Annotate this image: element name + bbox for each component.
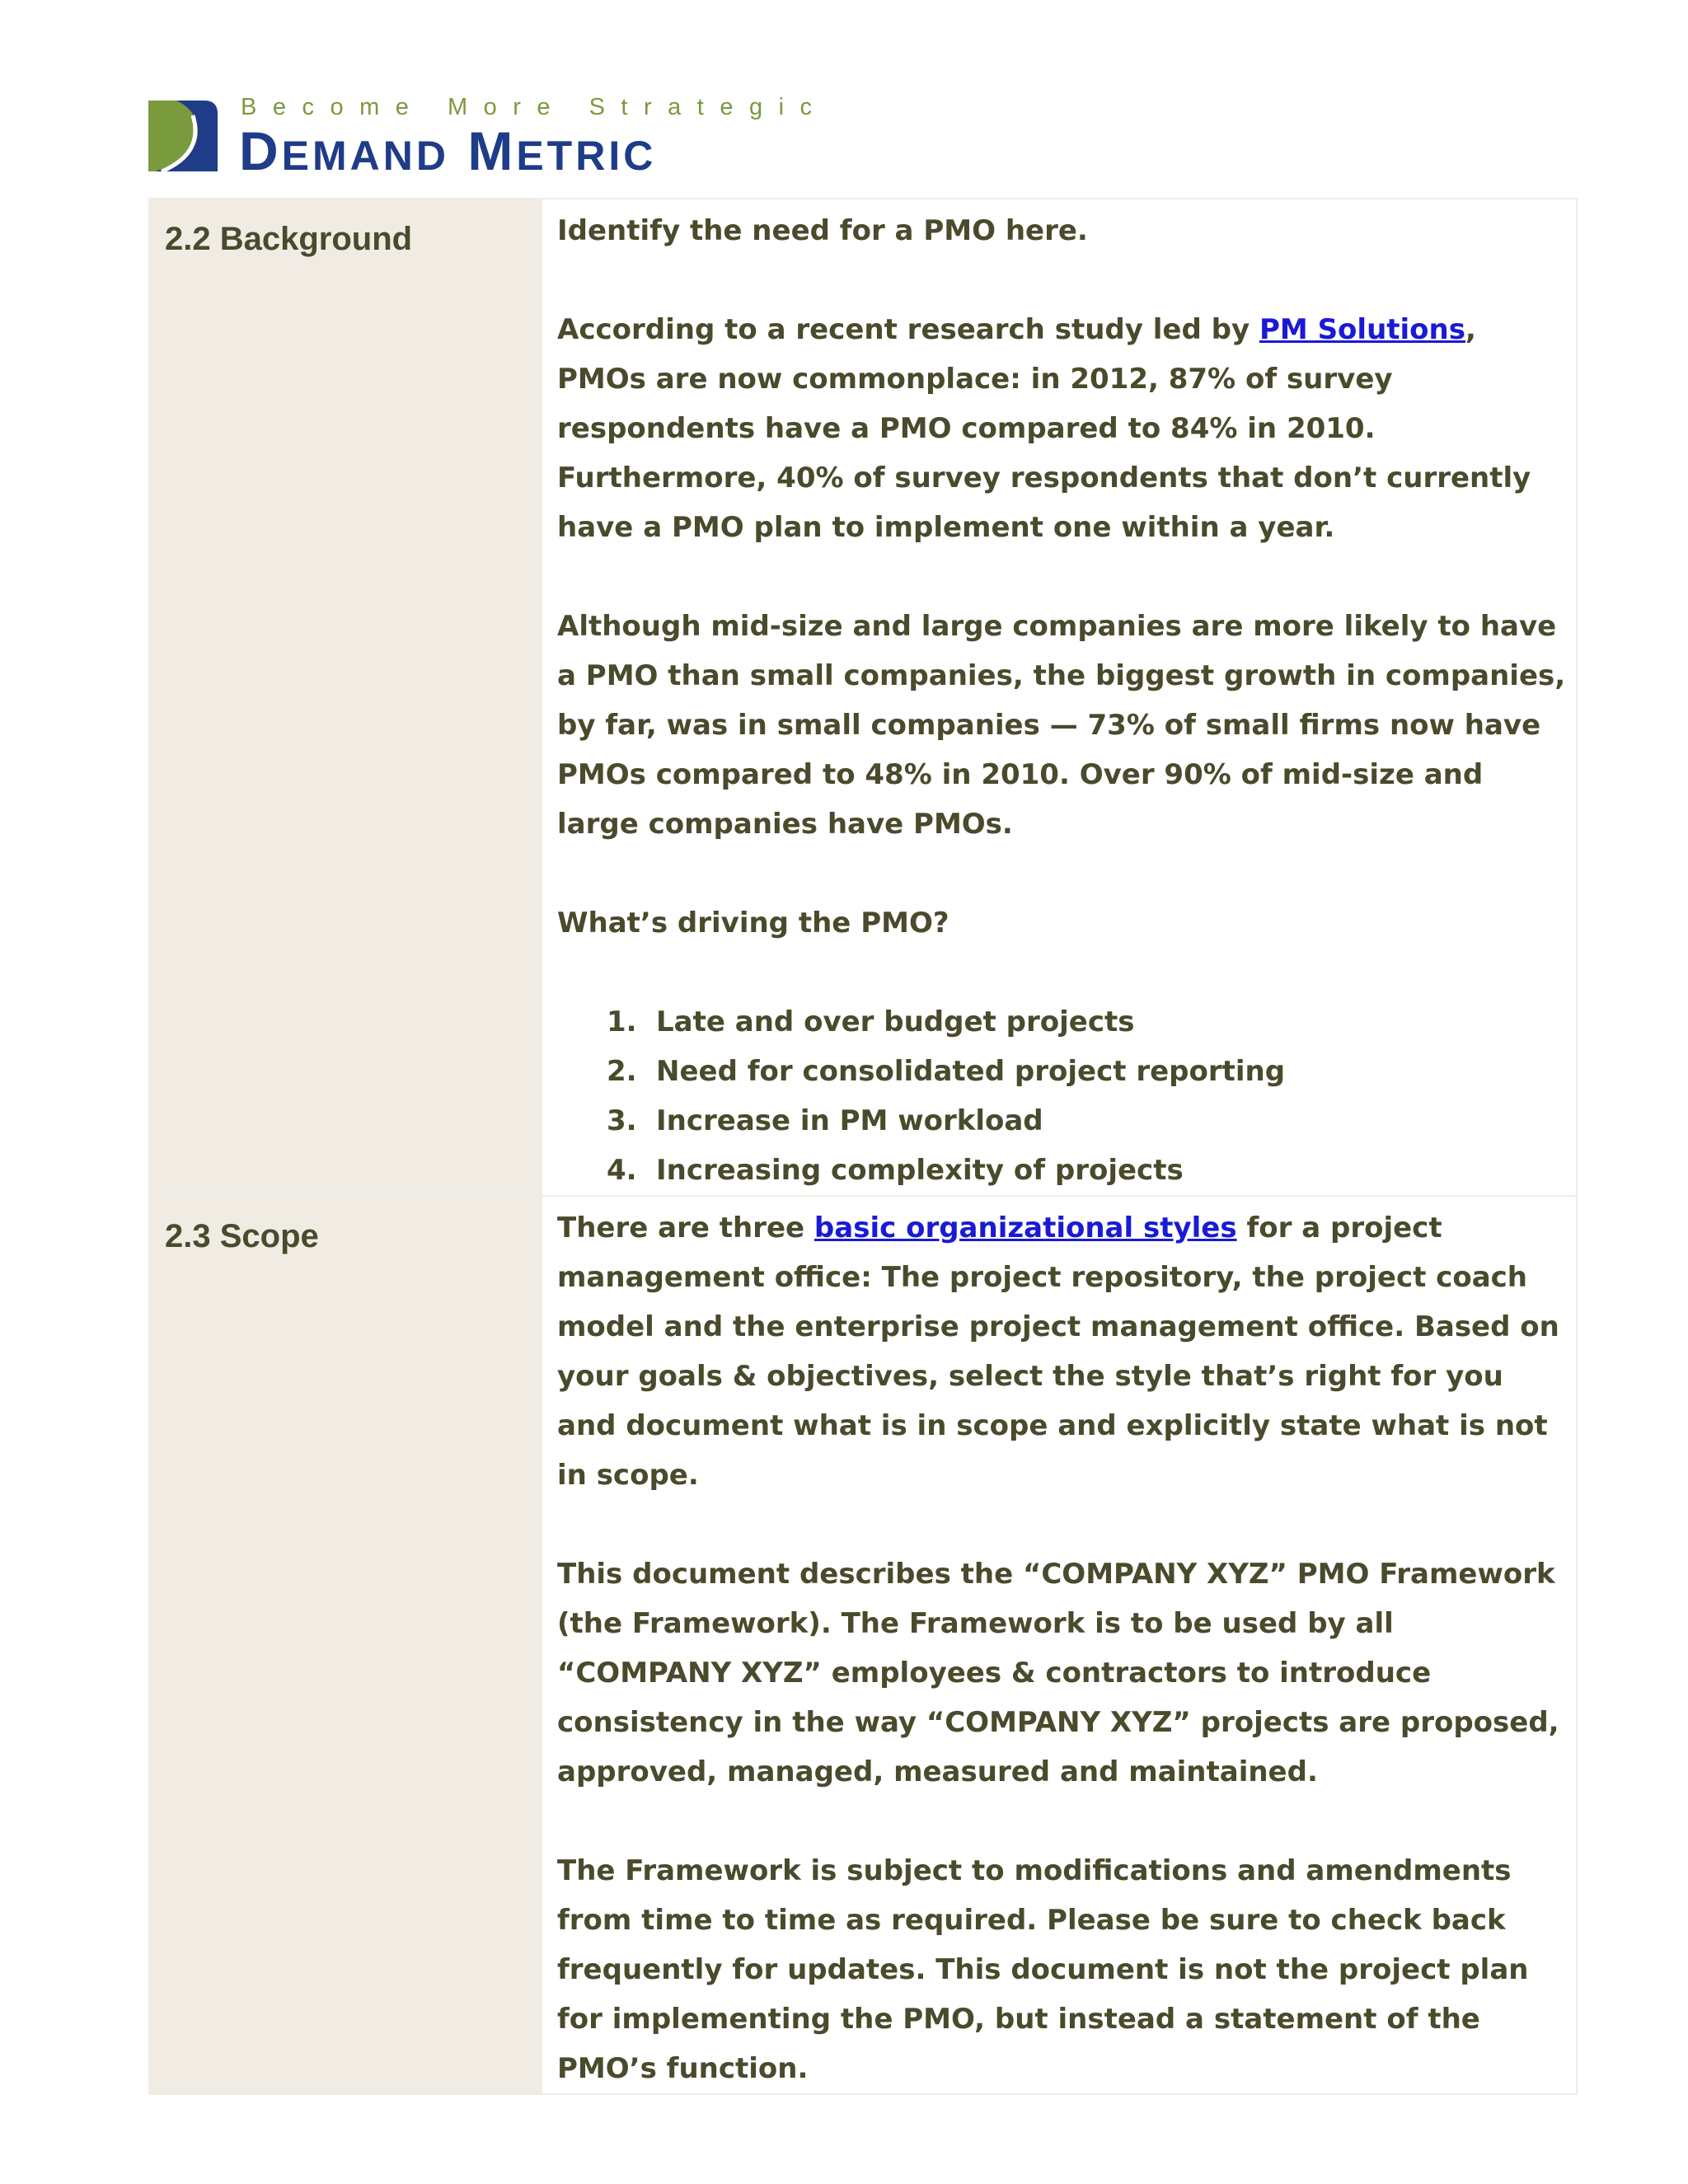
- list-item: 1. Late and over budget projects: [607, 1005, 1135, 1038]
- background-paragraph-2: Although mid-size and large companies are more likely to have a PMO than small companies, the biggest growth in companies, by far, was in small companies — 73% of small firms now have PMOs compared to 48% in 2010. Over 90% of mid-size and large companies have PMOs.: [557, 610, 1566, 841]
- scope-label-cell: [149, 1196, 542, 2094]
- scope-paragraph-3: The Framework is subject to modifications and amendments from time to time as required. Please be sure to check back frequently for updates. This document is not the project plan for implementing the PMO, but instead a statement of the PMO’s function.: [557, 1854, 1529, 2085]
- scope-row: [149, 1196, 1577, 2094]
- pmo-drivers-list: [557, 997, 1568, 1195]
- scope-content-cell: [542, 1196, 1577, 2094]
- demand-metric-logo: [147, 92, 828, 181]
- background-paragraph-1: According to a recent research study led by PM Solutions, PMOs are now commonplace: in 2012, 87% of survey respondents have a PMO compared to 84% in 2010. Furthermore, 40% of survey respondents that don’t currently have a PMO plan to implement one within a year.: [557, 313, 1531, 544]
- list-item: 2. Need for consolidated project reporting: [607, 1055, 1286, 1088]
- scope-paragraph-1: There are three basic organizational styles for a project management office: The project repository, the project coach model and the enterprise project management office. Based on your goals & objectives, select the style that’s right for you and document what is in scope and explicitly state what is not in scope.: [557, 1212, 1559, 1492]
- list-item: 3. Increase in PM workload: [607, 1104, 1043, 1137]
- organizational-styles-link[interactable]: basic organizational styles: [814, 1212, 1237, 1244]
- section-label-background: 2.2 Background: [165, 221, 413, 257]
- list-item: 4. Increasing complexity of projects: [607, 1154, 1184, 1187]
- logo-tagline: Become More Strategic: [241, 94, 828, 120]
- background-question: What’s driving the PMO?: [557, 907, 950, 940]
- background-intro: Identify the need for a PMO here.: [557, 214, 1088, 247]
- section-label-scope: 2.3 Scope: [165, 1218, 319, 1254]
- background-row: [149, 199, 1577, 1196]
- logo-mark-icon: [147, 99, 219, 175]
- document-table: [148, 198, 1578, 2095]
- scope-paragraph-2: This document describes the “COMPANY XYZ” PMO Framework (the Framework). The Framework is to be used by all “COMPANY XYZ” employees & contractors to introduce consistency in the way “COMPANY XYZ” projects are proposed, approved, managed, measured and maintained.: [557, 1558, 1559, 1788]
- background-label-cell: [149, 199, 542, 1196]
- background-content-cell: [542, 199, 1577, 1196]
- logo-wordmark: DEMAND METRIC: [239, 120, 657, 181]
- pm-solutions-link[interactable]: PM Solutions: [1259, 313, 1465, 346]
